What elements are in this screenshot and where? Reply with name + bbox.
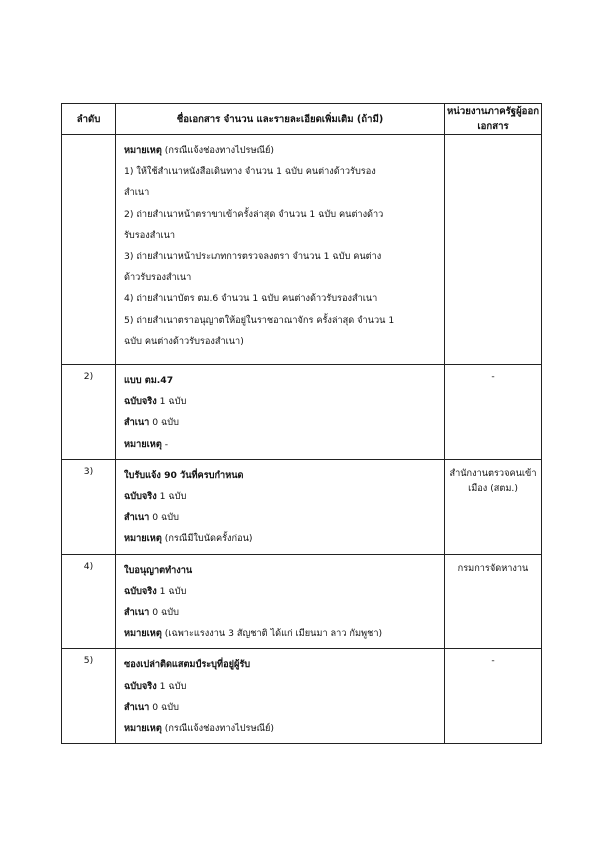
row-number: 2)	[62, 365, 116, 460]
agency-cell: -	[445, 649, 542, 744]
copy-label: สำเนา	[124, 512, 150, 524]
remark-text: -	[161, 438, 169, 450]
remark-text: (กรณีแจ้งช่องทางไปรษณีย์)	[161, 723, 275, 735]
original-count: 1 ฉบับ	[156, 585, 187, 597]
document-detail-cell	[116, 365, 445, 460]
original-label: ฉบับจริง	[124, 585, 157, 597]
remark-label: หมายเหตุ	[124, 438, 162, 450]
copy-count: 0 ฉบับ	[149, 417, 179, 429]
remark-text: (เฉพาะแรงงาน 3 สัญชาติ ได้แก่ เมียนมา ลาว กัมพูชา)	[161, 628, 383, 640]
document-title: ใบอนุญาตทำงาน	[124, 564, 193, 576]
row-number-cell	[62, 135, 116, 365]
original-label: ฉบับจริง	[124, 396, 157, 408]
detail-line: 1) ให้ใช้สำเนาหนังสือเดินทาง จำนวน 1 ฉบับ คนต่างด้าวรับรอง	[124, 166, 376, 178]
copy-count: 0 ฉบับ	[149, 701, 179, 713]
table-row	[62, 365, 542, 460]
document-title: ซองเปล่าติดแสตมป์ระบุที่อยู่ผู้รับ	[124, 659, 251, 671]
detail-line: ด้าวรับรองสำเนา	[124, 272, 192, 284]
original-label: ฉบับจริง	[124, 680, 157, 692]
copy-label: สำเนา	[124, 607, 150, 619]
copy-label: สำเนา	[124, 701, 150, 713]
copy-count: 0 ฉบับ	[149, 607, 179, 619]
row-number: 5)	[62, 649, 116, 744]
document-detail-cell	[116, 649, 445, 744]
table-row	[62, 554, 542, 649]
original-count: 1 ฉบับ	[156, 680, 187, 692]
header-agency: หน่วยงานภาครัฐผู้ออกเอกสาร	[445, 104, 542, 135]
document-detail-cell	[116, 459, 445, 554]
remark-label: หมายเหตุ	[124, 145, 162, 156]
document-detail-cell	[116, 554, 445, 649]
agency-cell: สำนักงานตรวจคนเข้าเมือง (สตม.)	[445, 459, 542, 554]
remark-label: หมายเหตุ	[124, 533, 162, 545]
agency-cell: กรมการจัดหางาน	[445, 554, 542, 649]
original-count: 1 ฉบับ	[156, 396, 187, 408]
detail-line: 4) ถ่ายสำเนาบัตร ตม.6 จำนวน 1 ฉบับ คนต่างด้าวรับรองสำเนา	[124, 293, 378, 305]
table-row	[62, 135, 542, 365]
original-count: 1 ฉบับ	[156, 491, 187, 503]
table-row	[62, 459, 542, 554]
remark-text: (กรณีมีใบนัดครั้งก่อน)	[161, 533, 253, 545]
detail-line: สำเนา	[124, 187, 150, 199]
table-row	[62, 649, 542, 744]
remark-label: หมายเหตุ	[124, 628, 162, 640]
document-title: แบบ ตม.47	[124, 375, 174, 386]
header-document: ชื่อเอกสาร จำนวน และรายละเอียดเพิ่มเติม (ถ้ามี)	[116, 104, 445, 135]
detail-line: 3) ถ่ายสำเนาหน้าประเภทการตรวจลงตรา จำนวน 1 ฉบับ คนต่าง	[124, 251, 382, 263]
detail-line: รับรองสำเนา	[124, 229, 176, 241]
document-table	[61, 103, 542, 744]
original-label: ฉบับจริง	[124, 491, 157, 503]
agency-cell: -	[445, 365, 542, 460]
detail-line: 5) ถ่ายสำเนาตราอนุญาตให้อยู่ในราชอาณาจักร ครั้งล่าสุด จำนวน 1	[124, 314, 395, 326]
table-header-row	[62, 104, 542, 135]
row-number: 4)	[62, 554, 116, 649]
remark-label: หมายเหตุ	[124, 723, 162, 735]
detail-line: 2) ถ่ายสำเนาหน้าตราขาเข้าครั้งล่าสุด จำนวน 1 ฉบับ คนต่างด้าว	[124, 208, 384, 220]
document-detail-cell	[116, 135, 445, 365]
document-title: ใบรับแจ้ง 90 วันที่ครบกำหนด	[124, 469, 244, 481]
copy-count: 0 ฉบับ	[149, 512, 179, 524]
agency-cell	[445, 135, 542, 365]
remark-text: (กรณีแจ้งช่องทางไปรษณีย์)	[161, 145, 275, 156]
row-number: 3)	[62, 459, 116, 554]
header-no: ลำดับ	[62, 104, 116, 135]
detail-line: ฉบับ คนต่างด้าวรับรองสำเนา)	[124, 335, 244, 347]
copy-label: สำเนา	[124, 417, 150, 429]
